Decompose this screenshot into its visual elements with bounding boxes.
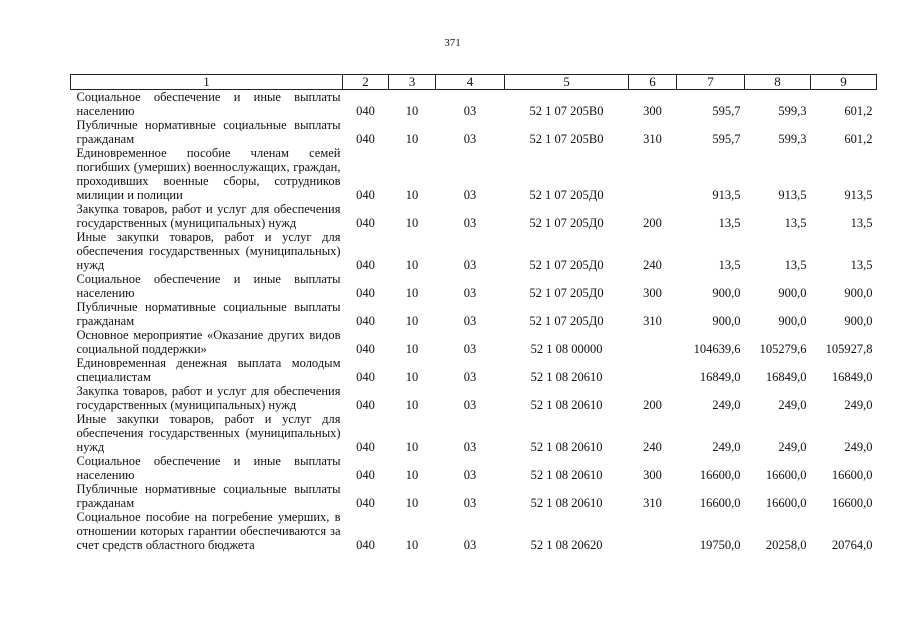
amount-year-1: 16600,0 [699, 496, 741, 510]
budget-table [70, 74, 877, 552]
amount-year-1: 16849,0 [699, 370, 741, 384]
subsection-code: 03 [463, 286, 477, 300]
row-description: Закупка товаров, работ и услуг для обеспечения государственных (муниципальных) нужд [76, 384, 341, 412]
target-article-code: 52 1 08 20610 [530, 468, 603, 482]
ministry-code: 040 [356, 370, 375, 384]
amount-year-1: 249,0 [712, 440, 741, 454]
amount-year-2: 599,3 [778, 104, 807, 118]
table-row [71, 454, 877, 482]
amount-year-2: 13,5 [784, 258, 807, 272]
amount-year-3: 249,0 [844, 440, 873, 454]
table-row [71, 510, 877, 552]
subsection-code: 03 [463, 314, 477, 328]
target-article-code: 52 1 07 205Д0 [529, 314, 604, 328]
amount-year-2: 900,0 [778, 286, 807, 300]
amount-year-2: 20258,0 [765, 538, 807, 552]
expense-type-code: 310 [643, 496, 662, 510]
section-code: 10 [405, 314, 419, 328]
amount-year-2: 16600,0 [765, 468, 807, 482]
table-row [71, 300, 877, 328]
amount-year-3: 16600,0 [831, 496, 873, 510]
table-body [71, 90, 877, 553]
subsection-code: 03 [463, 132, 477, 146]
amount-year-1: 249,0 [712, 398, 741, 412]
target-article-code: 52 1 08 20610 [530, 398, 603, 412]
table-row [71, 356, 877, 384]
target-article-code: 52 1 07 205В0 [529, 132, 604, 146]
target-article-code: 52 1 07 205Д0 [529, 258, 604, 272]
table-row [71, 146, 877, 202]
row-description: Иные закупки товаров, работ и услуг для обеспечения государственных (муниципальных) нужд [76, 230, 341, 272]
expense-type-code [629, 328, 677, 356]
subsection-code: 03 [463, 370, 477, 384]
table-row [71, 328, 877, 356]
subsection-code: 03 [463, 258, 477, 272]
amount-year-3: 900,0 [844, 314, 873, 328]
amount-year-2: 13,5 [784, 216, 807, 230]
table-row [71, 202, 877, 230]
expense-type-code: 200 [643, 398, 662, 412]
column-header: 7 [677, 75, 745, 90]
subsection-code: 03 [463, 342, 477, 356]
amount-year-2: 16849,0 [765, 370, 807, 384]
amount-year-3: 601,2 [844, 132, 873, 146]
section-code: 10 [405, 468, 419, 482]
ministry-code: 040 [356, 286, 375, 300]
ministry-code: 040 [356, 258, 375, 272]
ministry-code: 040 [356, 342, 375, 356]
table-row [71, 90, 877, 119]
target-article-code: 52 1 07 205Д0 [529, 188, 604, 202]
subsection-code: 03 [463, 496, 477, 510]
amount-year-1: 104639,6 [693, 342, 741, 356]
expense-type-code: 300 [643, 104, 662, 118]
row-description: Единовременная денежная выплата молодым специалистам [76, 356, 341, 384]
amount-year-3: 13,5 [850, 216, 873, 230]
table-row [71, 412, 877, 454]
section-code: 10 [405, 538, 419, 552]
row-description: Основное мероприятие «Оказание других видов социальной поддержки» [76, 328, 341, 356]
amount-year-3: 601,2 [844, 104, 873, 118]
amount-year-3: 249,0 [844, 398, 873, 412]
table-row [71, 272, 877, 300]
table-row [71, 118, 877, 146]
amount-year-1: 13,5 [718, 216, 741, 230]
target-article-code: 52 1 08 20610 [530, 440, 603, 454]
row-description: Социальное обеспечение и иные выплаты населению [76, 272, 341, 300]
section-code: 10 [405, 496, 419, 510]
ministry-code: 040 [356, 188, 375, 202]
ministry-code: 040 [356, 440, 375, 454]
amount-year-1: 19750,0 [699, 538, 741, 552]
row-description: Единовременное пособие членам семей погибших (умерших) военнослужащих, граждан, проходивших военные сборы, сотрудников милиции и полиции [76, 146, 341, 202]
section-code: 10 [405, 188, 419, 202]
target-article-code: 52 1 08 20610 [530, 496, 603, 510]
section-code: 10 [405, 440, 419, 454]
subsection-code: 03 [463, 398, 477, 412]
row-description: Закупка товаров, работ и услуг для обеспечения государственных (муниципальных) нужд [76, 202, 341, 230]
target-article-code: 52 1 08 00000 [530, 342, 603, 356]
table-row [71, 230, 877, 272]
amount-year-1: 13,5 [718, 258, 741, 272]
ministry-code: 040 [356, 538, 375, 552]
table-row [71, 384, 877, 412]
expense-type-code: 300 [643, 286, 662, 300]
ministry-code: 040 [356, 496, 375, 510]
ministry-code: 040 [356, 468, 375, 482]
column-header: 5 [505, 75, 629, 90]
row-description: Социальное обеспечение и иные выплаты населению [76, 454, 341, 482]
ministry-code: 040 [356, 132, 375, 146]
expense-type-code: 200 [643, 216, 662, 230]
page-number: 371 [444, 37, 461, 49]
amount-year-3: 105927,8 [825, 342, 873, 356]
column-header: 4 [436, 75, 505, 90]
expense-type-code [629, 510, 677, 552]
expense-type-code: 240 [643, 440, 662, 454]
row-description: Социальное обеспечение и иные выплаты населению [76, 90, 341, 118]
target-article-code: 52 1 07 205Д0 [529, 216, 604, 230]
subsection-code: 03 [463, 104, 477, 118]
expense-type-code [629, 146, 677, 202]
expense-type-code: 310 [643, 314, 662, 328]
section-code: 10 [405, 342, 419, 356]
amount-year-1: 913,5 [712, 188, 741, 202]
column-header: 6 [629, 75, 677, 90]
amount-year-1: 595,7 [712, 132, 741, 146]
amount-year-2: 913,5 [778, 188, 807, 202]
expense-type-code: 300 [643, 468, 662, 482]
amount-year-1: 16600,0 [699, 468, 741, 482]
column-header: 2 [343, 75, 389, 90]
column-header: 8 [745, 75, 811, 90]
expense-type-code: 310 [643, 132, 662, 146]
amount-year-3: 900,0 [844, 286, 873, 300]
subsection-code: 03 [463, 468, 477, 482]
subsection-code: 03 [463, 440, 477, 454]
amount-year-3: 16600,0 [831, 468, 873, 482]
amount-year-2: 900,0 [778, 314, 807, 328]
section-code: 10 [405, 104, 419, 118]
subsection-code: 03 [463, 216, 477, 230]
ministry-code: 040 [356, 216, 375, 230]
amount-year-2: 249,0 [778, 440, 807, 454]
amount-year-2: 249,0 [778, 398, 807, 412]
expense-type-code [629, 356, 677, 384]
header-row [71, 75, 877, 90]
ministry-code: 040 [356, 314, 375, 328]
row-description: Публичные нормативные социальные выплаты гражданам [76, 118, 341, 146]
amount-year-3: 16849,0 [831, 370, 873, 384]
section-code: 10 [405, 216, 419, 230]
amount-year-1: 900,0 [712, 286, 741, 300]
amount-year-1: 900,0 [712, 314, 741, 328]
target-article-code: 52 1 08 20610 [530, 370, 603, 384]
section-code: 10 [405, 370, 419, 384]
column-header: 3 [389, 75, 436, 90]
ministry-code: 040 [356, 398, 375, 412]
subsection-code: 03 [463, 538, 477, 552]
column-header: 9 [811, 75, 877, 90]
subsection-code: 03 [463, 188, 477, 202]
amount-year-1: 595,7 [712, 104, 741, 118]
section-code: 10 [405, 398, 419, 412]
row-description: Социальное пособие на погребение умерших, в отношении которых гарантии обеспечиваются за счет средств областного бюджета [76, 510, 341, 552]
target-article-code: 52 1 07 205Д0 [529, 286, 604, 300]
target-article-code: 52 1 08 20620 [530, 538, 603, 552]
section-code: 10 [405, 132, 419, 146]
column-header: 1 [71, 75, 343, 90]
expense-type-code: 240 [643, 258, 662, 272]
table-row [71, 482, 877, 510]
amount-year-3: 913,5 [844, 188, 873, 202]
amount-year-2: 105279,6 [759, 342, 807, 356]
amount-year-2: 599,3 [778, 132, 807, 146]
ministry-code: 040 [356, 104, 375, 118]
row-description: Публичные нормативные социальные выплаты гражданам [76, 482, 341, 510]
amount-year-2: 16600,0 [765, 496, 807, 510]
row-description: Публичные нормативные социальные выплаты гражданам [76, 300, 341, 328]
target-article-code: 52 1 07 205В0 [529, 104, 604, 118]
amount-year-3: 20764,0 [831, 538, 873, 552]
section-code: 10 [405, 286, 419, 300]
amount-year-3: 13,5 [850, 258, 873, 272]
section-code: 10 [405, 258, 419, 272]
row-description: Иные закупки товаров, работ и услуг для обеспечения государственных (муниципальных) нужд [76, 412, 341, 454]
